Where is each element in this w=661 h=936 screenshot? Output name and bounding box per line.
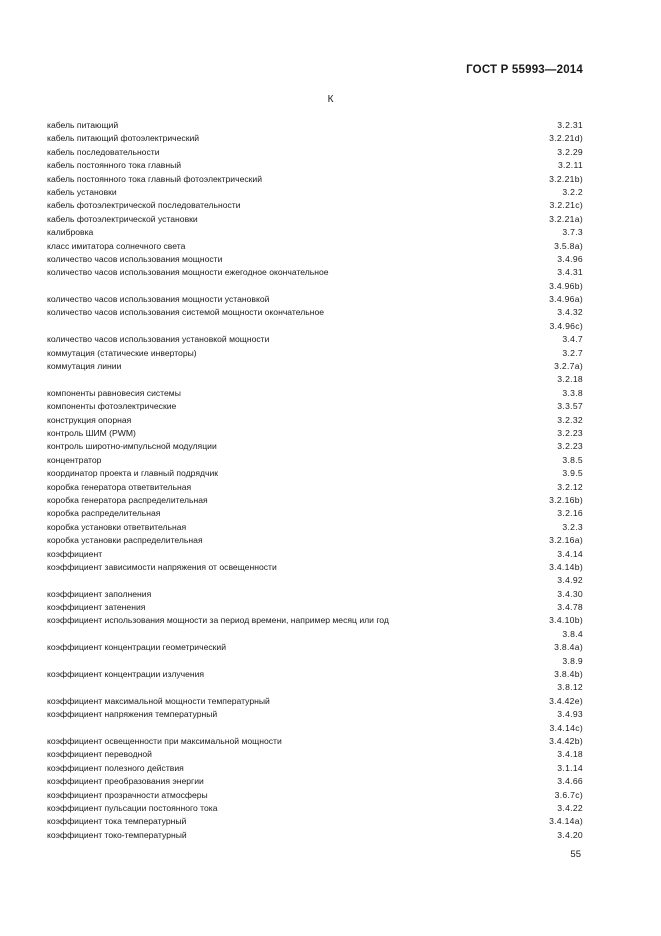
index-reference: 3.7.3 <box>562 227 583 238</box>
index-term: коэффициент <box>47 548 103 559</box>
page-number: 55 <box>570 849 581 860</box>
index-reference: 3.2.32 <box>557 414 583 425</box>
index-entry <box>47 775 583 788</box>
index-term: количество часов использования системой мощности окончательное <box>47 307 325 318</box>
index-term: калибровка <box>47 227 94 238</box>
index-entry <box>47 373 583 386</box>
index-entry <box>47 815 583 828</box>
index-reference: 3.5.8a) <box>554 240 583 251</box>
index-reference: 3.8.4 <box>562 628 583 639</box>
index-term <box>47 655 562 668</box>
index-entry <box>47 333 583 346</box>
index-term: количество часов использования мощности <box>47 253 223 264</box>
index-reference: 3.8.9 <box>562 655 583 666</box>
index-reference: 3.4.14 <box>557 548 583 559</box>
index-reference: 3.2.12 <box>557 481 583 492</box>
index-reference: 3.2.7 <box>562 347 583 358</box>
index-entry <box>47 628 583 641</box>
index-reference: 3.4.14b) <box>549 561 583 572</box>
index-entry <box>47 199 583 212</box>
index-term: кабель питающий фотоэлектрический <box>47 133 200 144</box>
index-entry <box>47 213 583 226</box>
index-reference: 3.2.29 <box>557 146 583 157</box>
index-reference: 3.4.14a) <box>549 816 583 827</box>
index-term: коробка установки распределительная <box>47 535 203 546</box>
index-reference: 3.2.16 <box>557 508 583 519</box>
index-reference: 3.4.96 <box>557 253 583 264</box>
index-reference: 3.6.7c) <box>554 789 583 800</box>
index-entry <box>47 159 583 172</box>
index-reference: 3.2.11 <box>557 160 583 171</box>
index-term: коробка генератора распределительная <box>47 494 208 505</box>
index-reference: 3.4.31 <box>557 267 583 278</box>
index-entry <box>47 494 583 507</box>
index-entry <box>47 802 583 815</box>
index-term: кабель фотоэлектрической последовательности <box>47 200 241 211</box>
index-term <box>47 628 562 641</box>
index-entry <box>47 614 583 627</box>
index-entry <box>47 521 583 534</box>
index-entry <box>47 534 583 547</box>
index-reference: 3.2.16b) <box>549 494 583 505</box>
index-reference: 3.8.12 <box>557 682 583 693</box>
index-entry <box>47 548 583 561</box>
index-reference: 3.2.21a) <box>549 213 583 224</box>
index-entry <box>47 829 583 842</box>
index-term: коэффициент концентрации излучения <box>47 669 205 680</box>
index-term: коэффициент преобразования энергии <box>47 776 204 787</box>
index-entry <box>47 306 583 319</box>
index-entry <box>47 119 583 132</box>
index-reference: 3.2.31 <box>557 120 583 130</box>
index-term: коэффициент напряжения температурный <box>47 709 218 720</box>
index-reference: 3.4.30 <box>557 588 583 599</box>
index-reference: 3.2.7a) <box>554 361 583 372</box>
index-reference: 3.2.3 <box>562 521 583 532</box>
index-reference: 3.2.21b) <box>549 173 583 184</box>
index-term: количество часов использования установкой мощности <box>47 334 270 345</box>
index-term: кабель постоянного тока главный фотоэлектрический <box>47 173 263 184</box>
index-entry <box>47 253 583 266</box>
index-reference: 3.3.57 <box>557 401 583 412</box>
index-term: компоненты равновесия системы <box>47 387 181 398</box>
index-entry <box>47 454 583 467</box>
index-entry <box>47 789 583 802</box>
index-reference: 3.2.23 <box>557 441 583 452</box>
index-entry <box>47 280 583 293</box>
index-list <box>47 119 583 842</box>
index-term: коэффициент концентрации геометрический <box>47 642 227 653</box>
index-term <box>47 681 557 694</box>
index-reference: 3.2.21d) <box>549 133 583 144</box>
index-entry <box>47 146 583 159</box>
index-term: коэффициент тока температурный <box>47 816 187 827</box>
index-term: коммутация линии <box>47 361 122 372</box>
index-entry <box>47 735 583 748</box>
index-term: кабель последовательности <box>47 146 160 157</box>
index-term: конструкция опорная <box>47 414 132 425</box>
index-reference: 3.4.96a) <box>549 294 583 305</box>
index-reference: 3.4.96b) <box>549 280 583 291</box>
index-term: координатор проекта и главный подрядчик <box>47 468 219 479</box>
index-entry <box>47 414 583 427</box>
index-entry <box>47 440 583 453</box>
index-entry <box>47 427 583 440</box>
index-reference: 3.4.22 <box>557 802 583 813</box>
index-term: коробка распределительная <box>47 508 161 519</box>
index-term <box>47 574 557 587</box>
index-reference: 3.4.10b) <box>549 615 583 626</box>
index-term: коэффициент зависимости напряжения от освещенности <box>47 561 277 572</box>
index-reference: 3.4.42b) <box>549 735 583 746</box>
index-term <box>47 280 549 293</box>
index-reference: 3.8.4b) <box>554 669 583 680</box>
index-entry <box>47 173 583 186</box>
index-entry <box>47 360 583 373</box>
index-reference: 3.4.42e) <box>549 695 583 706</box>
index-entry <box>47 561 583 574</box>
index-reference: 3.2.23 <box>557 427 583 438</box>
index-entry <box>47 400 583 413</box>
index-term: коммутация (статические инверторы) <box>47 347 197 358</box>
index-term: коэффициент прозрачности атмосферы <box>47 789 208 800</box>
document-header: ГОСТ Р 55993—2014 <box>466 64 583 76</box>
index-entry <box>47 762 583 775</box>
index-entry <box>47 347 583 360</box>
index-entry <box>47 132 583 145</box>
index-entry <box>47 681 583 694</box>
index-entry <box>47 641 583 654</box>
index-reference: 3.8.4a) <box>554 642 583 653</box>
index-reference: 3.2.18 <box>557 374 583 385</box>
index-entry <box>47 588 583 601</box>
index-reference: 3.8.5 <box>562 454 583 465</box>
index-entry <box>47 601 583 614</box>
index-reference: 3.2.21c) <box>549 200 583 211</box>
index-reference: 3.4.32 <box>557 307 583 318</box>
index-entry <box>47 708 583 721</box>
index-reference: 3.3.8 <box>562 387 583 398</box>
index-term <box>47 373 557 386</box>
index-entry <box>47 320 583 333</box>
index-entry <box>47 668 583 681</box>
index-reference: 3.4.96c) <box>549 320 583 331</box>
index-term: коробка генератора ответвительная <box>47 481 192 492</box>
index-entry <box>47 467 583 480</box>
index-reference: 3.4.14c) <box>549 722 583 733</box>
index-term: кабель постоянного тока главный <box>47 160 182 171</box>
index-reference: 3.4.7 <box>562 334 583 345</box>
index-entry <box>47 387 583 400</box>
index-entry <box>47 507 583 520</box>
index-term: количество часов использования мощности установкой <box>47 294 270 305</box>
index-reference: 3.4.18 <box>557 749 583 760</box>
index-term: коэффициент полезного действия <box>47 762 184 773</box>
index-term <box>47 722 550 735</box>
index-entry <box>47 240 583 253</box>
index-term: коэффициент токо-температурный <box>47 829 187 840</box>
index-term: коэффициент использования мощности за период времени, например месяц или год <box>47 615 389 626</box>
index-entry <box>47 481 583 494</box>
index-term: коэффициент пульсации постоянного тока <box>47 802 218 813</box>
index-term: коэффициент освещенности при максимальной мощности <box>47 735 282 746</box>
index-term: коробка установки ответвительная <box>47 521 187 532</box>
index-reference: 3.4.92 <box>557 575 583 586</box>
section-letter: К <box>327 94 334 105</box>
index-reference: 3.1.14 <box>557 762 583 773</box>
index-reference: 3.4.20 <box>557 829 583 840</box>
index-reference: 3.2.2 <box>562 186 583 197</box>
index-term: коэффициент максимальной мощности температурный <box>47 695 270 706</box>
index-term: контроль широтно-импульсной модуляции <box>47 441 217 452</box>
index-entry <box>47 226 583 239</box>
index-term: кабель питающий <box>47 120 119 130</box>
index-entry <box>47 722 583 735</box>
index-entry <box>47 655 583 668</box>
index-term: концентратор <box>47 454 102 465</box>
index-term: компоненты фотоэлектрические <box>47 401 177 412</box>
index-term: коэффициент переводной <box>47 749 152 760</box>
index-term: коэффициент затенения <box>47 602 146 613</box>
index-term: кабель фотоэлектрической установки <box>47 213 198 224</box>
index-reference: 3.2.16a) <box>549 535 583 546</box>
index-term: кабель установки <box>47 186 117 197</box>
index-entry <box>47 186 583 199</box>
index-term: количество часов использования мощности ежегодное окончательное <box>47 267 329 278</box>
index-term <box>47 320 550 333</box>
index-entry <box>47 574 583 587</box>
index-reference: 3.4.78 <box>557 602 583 613</box>
index-entry <box>47 695 583 708</box>
index-reference: 3.4.93 <box>557 709 583 720</box>
index-term: коэффициент заполнения <box>47 588 152 599</box>
index-entry <box>47 748 583 761</box>
index-reference: 3.4.66 <box>557 776 583 787</box>
index-entry <box>47 293 583 306</box>
index-term: контроль ШИМ (PWM) <box>47 427 136 438</box>
index-entry <box>47 266 583 279</box>
index-term: класс имитатора солнечного света <box>47 240 186 251</box>
index-reference: 3.9.5 <box>562 468 583 479</box>
